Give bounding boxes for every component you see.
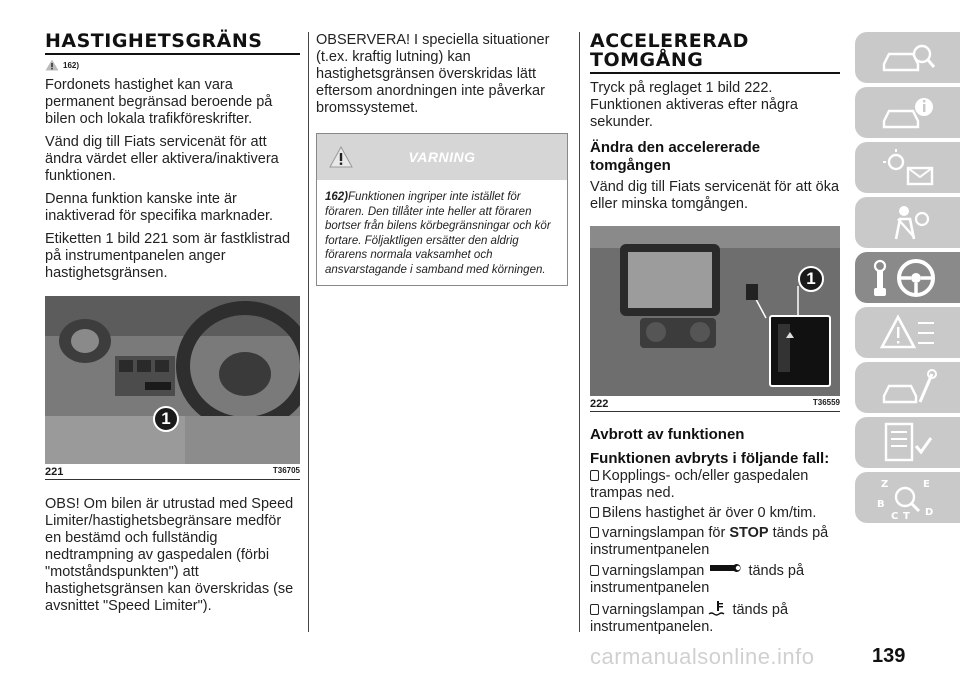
checkbox-bullet-icon <box>590 507 599 518</box>
wrench-warning-icon <box>708 562 744 574</box>
bullet-pedal: Kopplings- och/eller gaspedalen trampas ned. <box>590 468 809 501</box>
column-divider <box>308 32 309 632</box>
car-info-icon <box>878 95 938 131</box>
subtitle-change-idle: Ändra den accelererade tomgången <box>590 139 761 174</box>
callout-1: 1 <box>153 406 179 432</box>
warning-text: 162)Funktionen ingriper inte istället för föraren. Den tillåter inte heller att föraren bortser från bilens körbegränsningar och kör fortare. Följaktligen ersätter den aldrig förarens normala vaksamhet och ansvarstagande i samband med körningen. <box>325 191 551 276</box>
bullet-coolant-lamp: varningslampan tänds på instrumentpanelen. <box>590 602 789 635</box>
warning-box <box>316 133 568 286</box>
light-mail-icon <box>878 148 938 188</box>
svg-text:C: C <box>890 510 898 521</box>
svg-text:E: E <box>922 478 930 490</box>
warning-reference: 162) <box>45 59 300 71</box>
tab-safety[interactable] <box>855 197 960 248</box>
checkbox-bullet-icon <box>590 565 599 576</box>
left-column <box>45 0 300 615</box>
svg-text:T: T <box>902 510 910 521</box>
tab-car-search[interactable] <box>855 32 960 83</box>
section-title-accelerated-idle: ACCELERERAD TOMGÅNG <box>590 32 840 74</box>
figure-222-console <box>590 226 840 396</box>
bullet-wrench-lamp: varningslampan tänds på instrumentpanelen <box>590 563 805 596</box>
car-wrench-icon <box>878 368 938 408</box>
tab-starting-driving[interactable] <box>855 252 960 303</box>
tab-car-info[interactable] <box>855 87 960 138</box>
intro-text: Tryck på reglaget 1 bild 222. Funktionen aktiveras efter några sekunder. <box>590 80 798 130</box>
callout-1: 1 <box>798 266 824 292</box>
obs-note: OBS! Om bilen är utrustad med Speed Limiter/hastighetsbegränsare medför en bestämd och fullständig nedtrampning av gaspedalen (förbi "motståndspunkten") att hastighetsgränsen kan överskridas (se avsnittet "Speed Limiter"). <box>45 496 294 614</box>
observe-note: OBSERVERA! I speciella situationer (t.ex. kraftig lutning) kan hastighetsgränsen överskridas lätt eftersom anordningen inte påverkar bromssystemet. <box>316 32 550 116</box>
paragraph-1: Fordonets hastighet kan vara permanent begränsad beroende på bilen och lokala trafikföreskrifter. <box>45 77 273 127</box>
warning-triangle-icon <box>329 146 353 168</box>
warning-box-header <box>317 134 567 180</box>
warning-triangle-icon <box>878 313 938 353</box>
seatbelt-airbag-icon <box>878 203 938 243</box>
chapter-sidebar <box>855 32 960 527</box>
figure-222-caption: 222 T36559 <box>590 398 840 410</box>
svg-text:D: D <box>924 506 933 518</box>
section-title-speed-limit: HASTIGHETSGRÄNS <box>45 32 300 55</box>
bullet-speed: Bilens hastighet är över 0 km/tim. <box>590 505 840 522</box>
warning-title: VARNING <box>408 149 476 165</box>
key-steering-wheel-icon <box>868 256 948 300</box>
dashboard-photo <box>45 296 300 464</box>
watermark: carmanualsonline.info <box>590 644 815 669</box>
tab-index[interactable] <box>855 472 960 523</box>
tab-maintenance[interactable] <box>855 362 960 413</box>
page-number: 139 <box>872 645 906 667</box>
paragraph-2: Vänd dig till Fiats servicenät för att ändra värdet eller aktivera/inaktivera funktionen. <box>45 134 279 184</box>
tab-lights-messages[interactable] <box>855 142 960 193</box>
right-column <box>590 0 840 636</box>
warning-triangle-icon <box>45 59 59 71</box>
subtitle-stop-function: Avbrott av funktionen <box>590 426 745 443</box>
tab-emergency[interactable] <box>855 307 960 358</box>
column-divider <box>579 32 580 632</box>
checklist-icon <box>878 422 938 464</box>
paragraph-3: Denna funktion kanske inte är inaktiverad för specifika marknader. <box>45 191 274 224</box>
car-search-icon <box>878 40 938 76</box>
coolant-temperature-icon <box>708 600 728 616</box>
change-text: Vänd dig till Fiats servicenät för att öka eller minska tomgången. <box>590 179 840 212</box>
middle-column <box>316 0 568 286</box>
checkbox-bullet-icon <box>590 470 599 481</box>
figure-221-dashboard <box>45 296 300 464</box>
paragraph-4: Etiketten 1 bild 221 som är fastklistrad på instrumentpanelen anger hastighetsgränsen. <box>45 231 291 281</box>
alphabet-search-icon <box>873 475 943 521</box>
bullet-stop-lamp: varningslampan för STOP tänds på instrumentpanelen <box>590 525 829 558</box>
console-photo <box>590 226 840 396</box>
checkbox-bullet-icon <box>590 604 599 615</box>
figure-221-caption: 221 T36705 <box>45 466 300 478</box>
svg-text:Z: Z <box>880 478 888 490</box>
svg-text:B: B <box>876 498 885 510</box>
tab-technical-data[interactable] <box>855 417 960 468</box>
stop-intro: Funktionen avbryts i följande fall: <box>590 450 830 467</box>
checkbox-bullet-icon <box>590 527 599 538</box>
